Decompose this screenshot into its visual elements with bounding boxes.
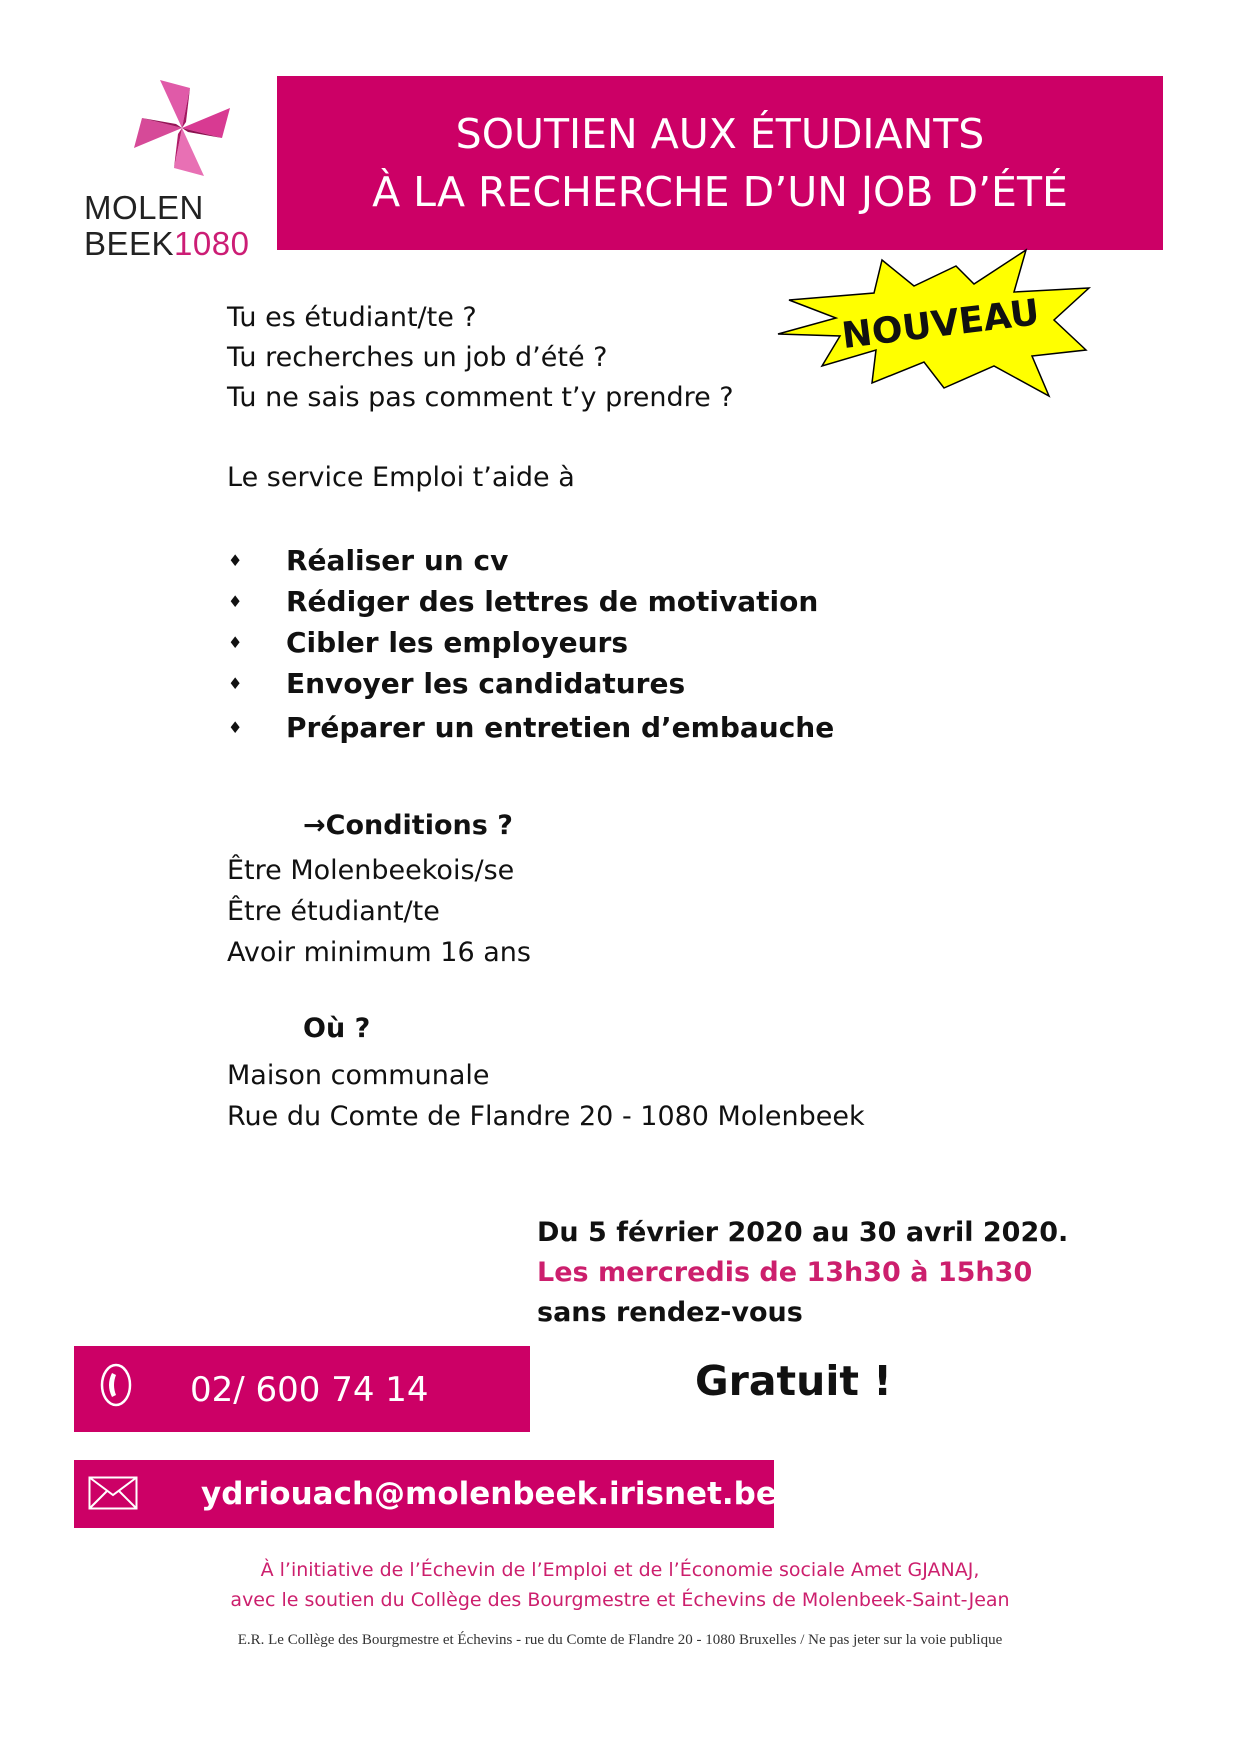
- schedule-note: sans rendez-vous: [537, 1297, 803, 1328]
- conditions-title: →Conditions ?: [303, 810, 513, 841]
- phone-number[interactable]: 02/ 600 74 14: [190, 1370, 429, 1410]
- editor-note: E.R. Le Collège des Bourgmestre et Échevins - rue du Comte de Flandre 20 - 1080 Bruxelles / Ne pas jeter sur la voie publique: [237, 1632, 1003, 1648]
- title-line2: À LA RECHERCHE D’UN JOB D’ÉTÉ: [372, 168, 1068, 216]
- location-item: Maison communale: [227, 1060, 490, 1091]
- intro-line: Tu recherches un job d’été ?: [227, 342, 608, 373]
- phone-icon: [98, 1360, 134, 1410]
- title-line1: SOUTIEN AUX ÉTUDIANTS: [455, 110, 985, 158]
- diamond-bullet-icon: ♦: [228, 717, 243, 737]
- logo-text: [84, 190, 249, 262]
- envelope-icon: [88, 1476, 138, 1510]
- list-item: [228, 663, 834, 704]
- condition-item: Avoir minimum 16 ans: [227, 937, 531, 968]
- intro-questions: [227, 298, 734, 418]
- diamond-bullet-icon: ♦: [228, 674, 243, 693]
- location-item: Rue du Comte de Flandre 20 - 1080 Molenbeek: [227, 1101, 865, 1132]
- condition-item: Être étudiant/te: [227, 896, 440, 927]
- diamond-bullet-icon: ♦: [228, 633, 243, 652]
- diamond-bullet-icon: ♦: [228, 551, 243, 570]
- diamond-bullet-icon: ♦: [228, 592, 243, 611]
- gratuit-label: Gratuit !: [695, 1357, 892, 1405]
- schedule-period: Du 5 février 2020 au 30 avril 2020.: [537, 1217, 1069, 1248]
- list-item: [228, 704, 834, 750]
- initiative-note: [0, 1555, 1240, 1615]
- email-address[interactable]: ydriouach@molenbeek.irisnet.be: [201, 1476, 777, 1512]
- intro-line: Tu ne sais pas comment t’y prendre ?: [227, 382, 734, 413]
- service-label: Rédiger des lettres de motivation: [286, 585, 819, 618]
- initiative-line: avec le soutien du Collège des Bourgmestre et Échevins de Molenbeek-Saint-Jean: [230, 1589, 1010, 1611]
- logo-line1: MOLEN: [84, 189, 204, 226]
- condition-item: Être Molenbeekois/se: [227, 855, 515, 886]
- service-label: Cibler les employeurs: [286, 626, 629, 659]
- email-box: [74, 1460, 777, 1528]
- logo-line2-number: 1080: [174, 225, 250, 262]
- list-item: [228, 622, 834, 663]
- logo-line2-prefix: BEEK: [84, 225, 175, 262]
- initiative-line: À l’initiative de l’Échevin de l’Emploi et de l’Économie sociale Amet GJANAJ,: [260, 1559, 980, 1581]
- phone-box: [74, 1346, 530, 1432]
- location-title: Où ?: [303, 1013, 371, 1044]
- services-list: [228, 540, 834, 750]
- service-label: Envoyer les candidatures: [286, 667, 686, 700]
- service-label: Préparer un entretien d’embauche: [286, 710, 835, 744]
- badge-label: NOUVEAU: [839, 292, 1042, 358]
- schedule-hours: Les mercredis de 13h30 à 15h30: [537, 1257, 1033, 1288]
- conditions-list: [227, 850, 531, 973]
- list-item: [228, 540, 834, 581]
- service-intro: Le service Emploi t’aide à: [227, 462, 575, 493]
- schedule: [537, 1213, 1068, 1333]
- logo-line2: [84, 226, 249, 262]
- location-details: [227, 1055, 865, 1137]
- intro-line: Tu es étudiant/te ?: [227, 302, 477, 333]
- title-banner: [277, 76, 1163, 250]
- service-label: Réaliser un cv: [286, 544, 509, 577]
- list-item: [228, 581, 834, 622]
- nouveau-badge: [764, 238, 1104, 408]
